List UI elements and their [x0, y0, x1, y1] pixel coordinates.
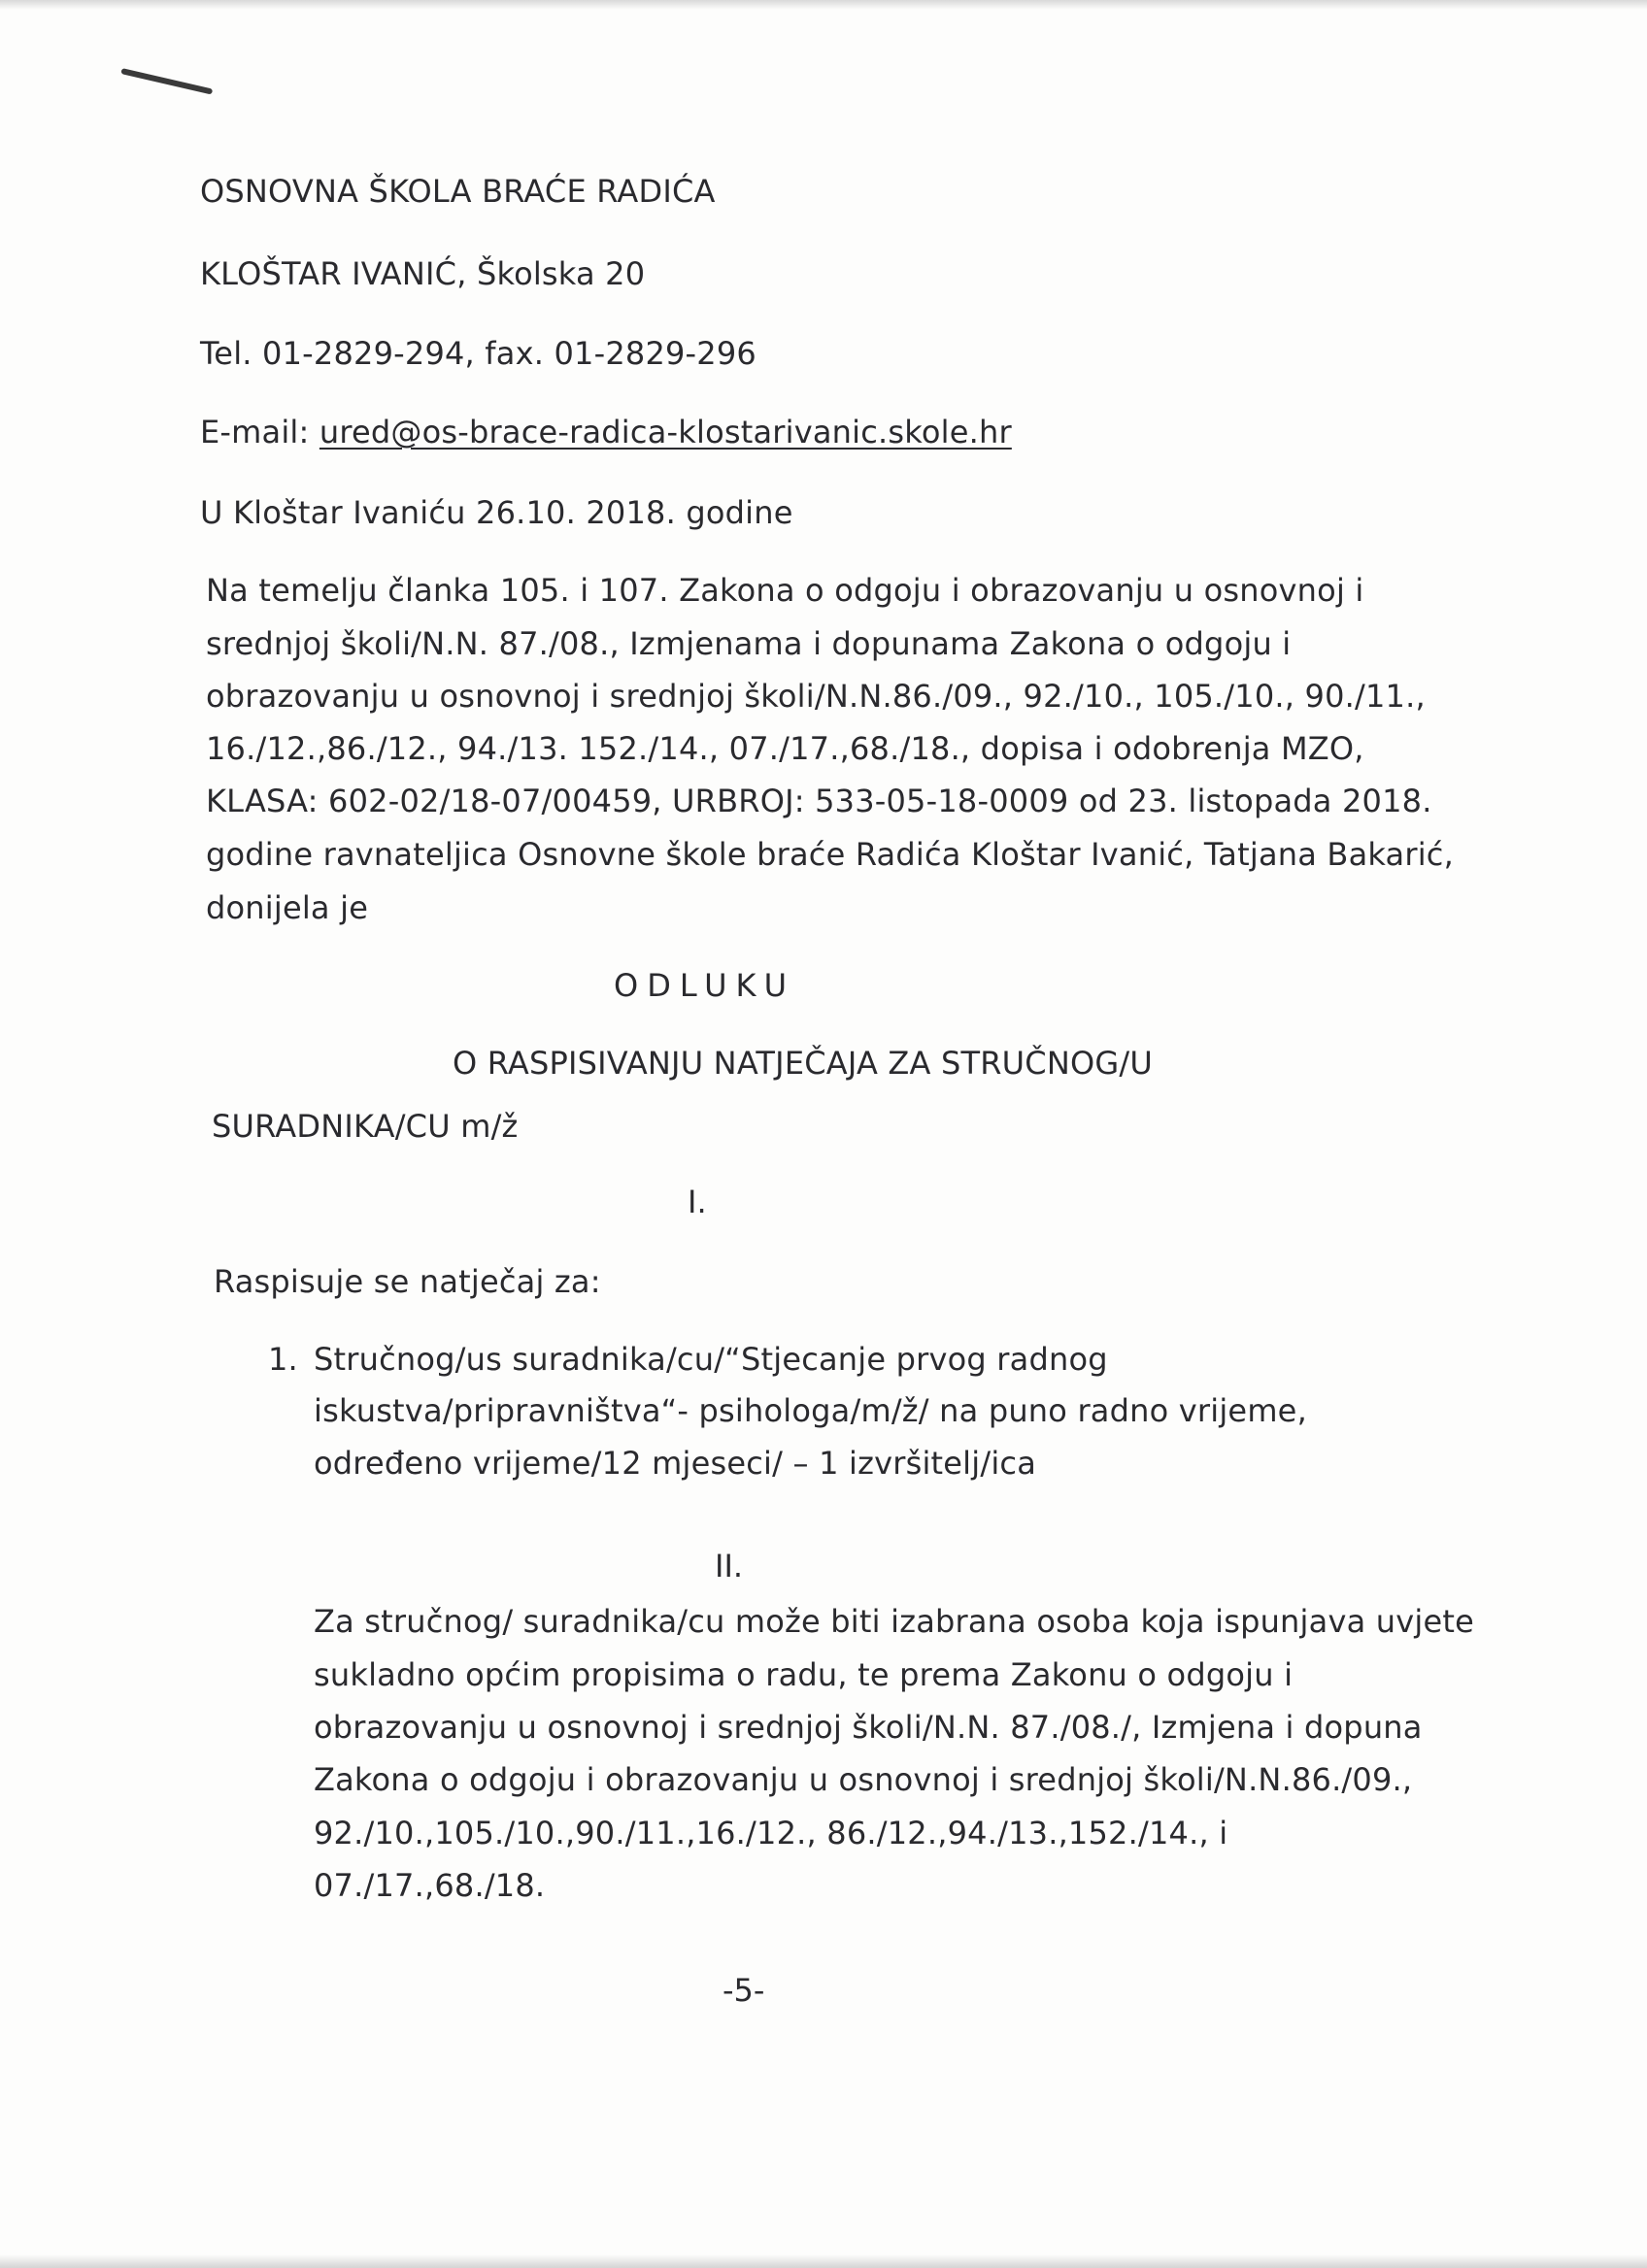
- email-link[interactable]: ured@os-brace-radica-klostarivanic.skole.hr: [319, 414, 1012, 450]
- pen-mark: [120, 68, 213, 94]
- email-label: E-mail:: [200, 414, 319, 450]
- section-intro: Raspisuje se natječaj za:: [214, 1263, 601, 1300]
- page-number: -5-: [723, 1972, 765, 2009]
- section-line: Zakona o odgoju i obrazovanju u osnovnoj i srednjoj školi/N.N.86./09.,: [314, 1761, 1413, 1798]
- place-date: U Kloštar Ivaniću 26.10. 2018. godine: [200, 494, 793, 531]
- section-numeral: I.: [688, 1184, 707, 1220]
- section-line: sukladno općim propisima o radu, te prema Zakonu o odgoju i: [314, 1656, 1294, 1693]
- preamble-line: srednjoj školi/N.N. 87./08., Izmjenama i dopunama Zakona o odgoju i: [206, 625, 1292, 662]
- preamble-line: godine ravnateljica Osnovne škole braće Radića Kloštar Ivanić, Tatjana Bakarić,: [206, 836, 1454, 873]
- list-item-number: 1.: [268, 1341, 298, 1378]
- section-line: Za stručnog/ suradnika/cu može biti izabrana osoba koja ispunjava uvjete: [314, 1603, 1474, 1640]
- phone-fax: Tel. 01-2829-294, fax. 01-2829-296: [200, 335, 756, 372]
- section-numeral: II.: [715, 1548, 744, 1584]
- list-item-line: određeno vrijeme/12 mjeseci/ – 1 izvršitelj/ica: [314, 1445, 1037, 1482]
- scan-edge-top: [0, 0, 1647, 10]
- preamble-line: 16./12.,86./12., 94./13. 152./14., 07./17.,68./18., dopisa i odobrenja MZO,: [206, 730, 1364, 767]
- preamble-line: obrazovanju u osnovnoj i srednjoj školi/N.N.86./09., 92./10., 105./10., 90./11.,: [206, 678, 1426, 715]
- preamble-line: KLASA: 602-02/18-07/00459, URBROJ: 533-05-18-0009 od 23. listopada 2018.: [206, 783, 1432, 819]
- list-item-line: iskustva/pripravništva“- psihologa/m/ž/ na puno radno vrijeme,: [314, 1392, 1307, 1429]
- school-address: KLOŠTAR IVANIĆ, Školska 20: [200, 255, 646, 292]
- preamble-line: Na temelju članka 105. i 107. Zakona o odgoju i obrazovanju u osnovnoj i: [206, 572, 1364, 609]
- decision-title: ODLUKU: [614, 967, 796, 1004]
- section-line: 07./17.,68./18.: [314, 1867, 546, 1904]
- email-line: [200, 413, 1012, 451]
- section-line: 92./10.,105./10.,90./11.,16./12., 86./12.,94./13.,152./14., i: [314, 1815, 1228, 1851]
- scan-edge-bottom: [0, 2254, 1647, 2268]
- school-name: OSNOVNA ŠKOLA BRAĆE RADIĆA: [200, 173, 716, 210]
- decision-subtitle: O RASPISIVANJU NATJEČAJA ZA STRUČNOG/U: [453, 1045, 1153, 1082]
- decision-subtitle: SURADNIKA/CU m/ž: [212, 1108, 519, 1145]
- list-item-line: Stručnog/us suradnika/cu/“Stjecanje prvog radnog: [314, 1341, 1108, 1378]
- section-line: obrazovanju u osnovnoj i srednjoj školi/N.N. 87./08./, Izmjena i dopuna: [314, 1709, 1423, 1746]
- preamble-line: donijela je: [206, 889, 369, 926]
